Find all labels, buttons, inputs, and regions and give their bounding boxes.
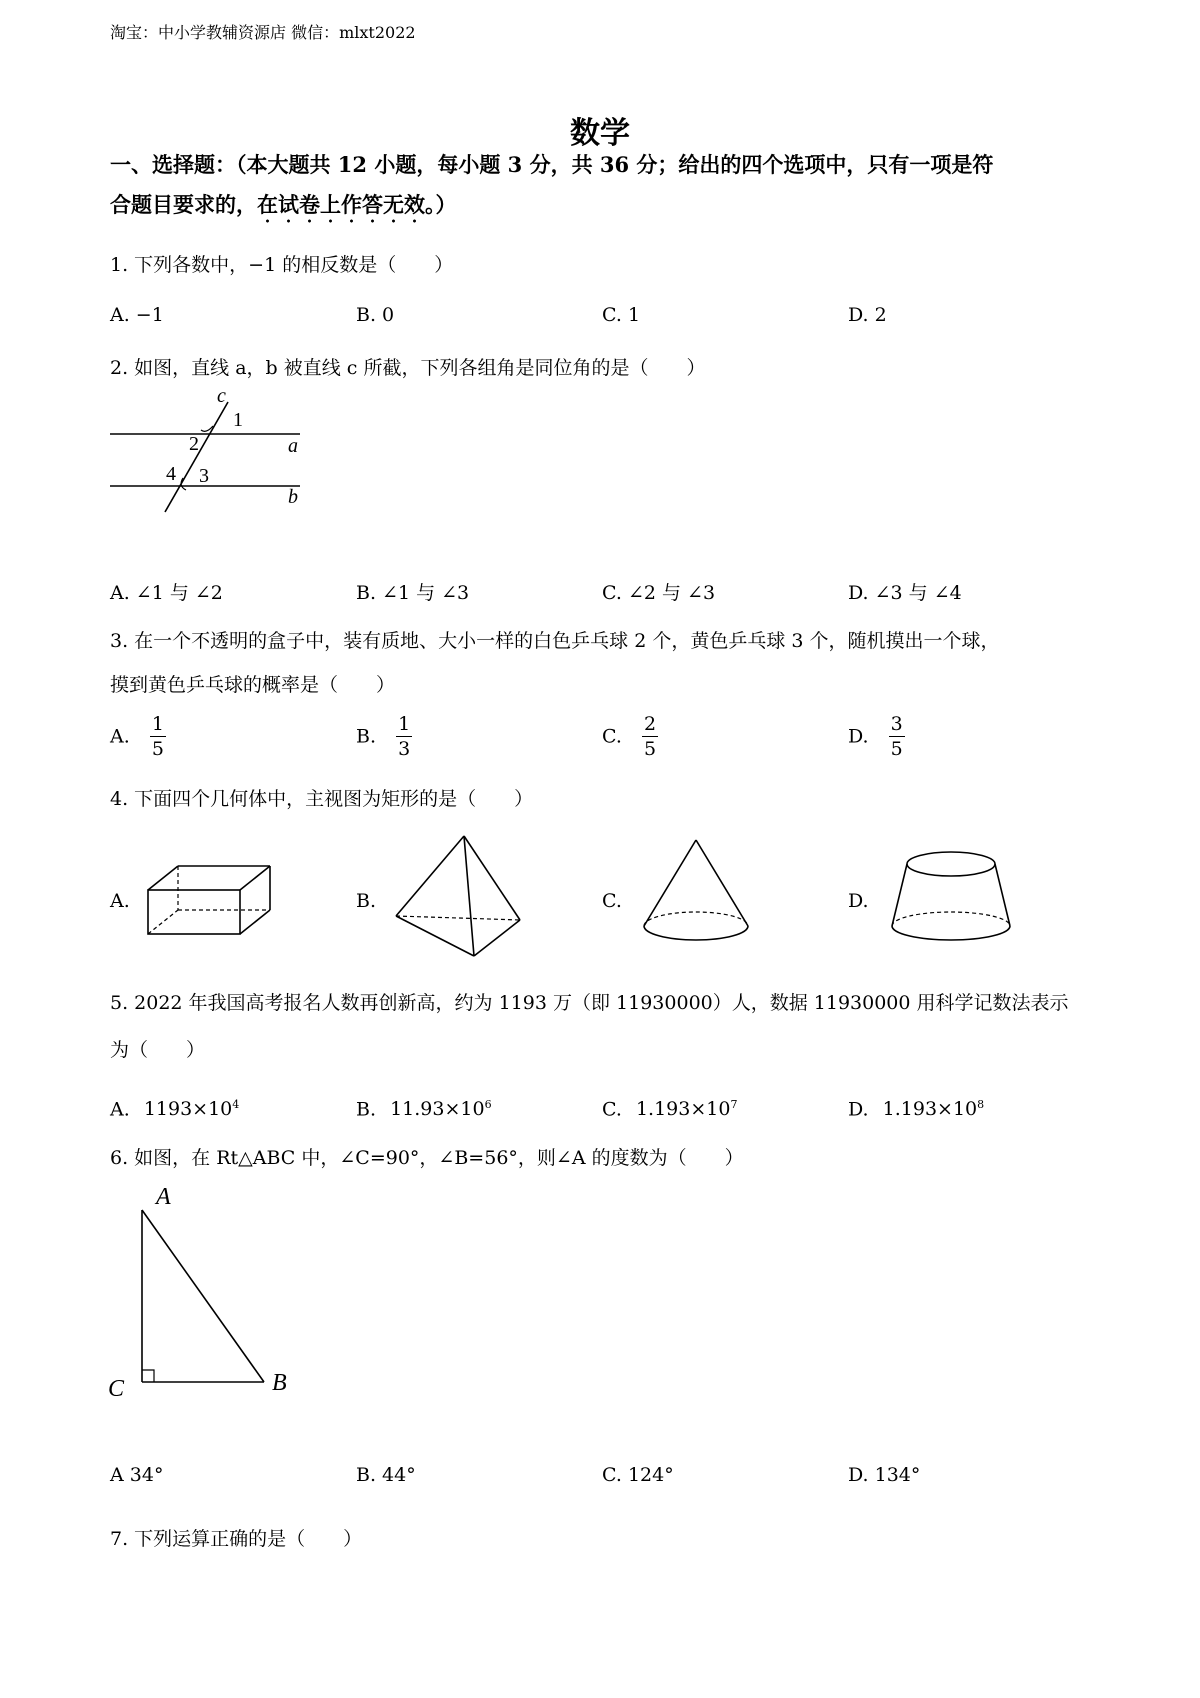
section-heading-post: 。） [425, 192, 457, 217]
q3-option-c-fraction [642, 712, 658, 761]
page-header: 淘宝：中小学教辅资源店 微信：mlxt2022 [110, 23, 416, 42]
vertex-b-label: B [272, 1370, 287, 1396]
vertex-c-label: C [108, 1376, 125, 1400]
section-heading-line2 [110, 190, 457, 220]
label-angle-2: 2 [189, 433, 199, 455]
q4-option-c-label: C. [602, 890, 622, 912]
page-title: 数学 [570, 116, 630, 151]
q5-option-b-exponent: 6 [484, 1098, 492, 1111]
q6-right-triangle-figure [100, 1180, 300, 1400]
q5-option-d [848, 1092, 984, 1122]
q6-option-c: C. 124° [602, 1464, 674, 1486]
q3-stem-line2: 摸到黄色乒乓球的概率是（ ） [110, 674, 396, 696]
q5-stem-line1: 5. 2022 年我国高考报名人数再创新高，约为 1193 万（即 11930000）人，数据 11930000 用科学记数法表示 [110, 992, 1069, 1014]
q3-option-d-fraction [889, 712, 905, 761]
q1-option-b: B. 0 [356, 304, 395, 326]
section-heading-emphasis: 在试卷上作答无效 [257, 192, 425, 217]
q3-a-denominator: 5 [151, 738, 164, 760]
q5-option-a-base: 1193×10 [143, 1098, 233, 1121]
q3-b-denominator: 3 [398, 738, 411, 760]
label-c: c [217, 390, 226, 407]
q6-option-d: D. 134° [848, 1464, 921, 1486]
q5-option-c-label: C. [602, 1098, 622, 1121]
q3-option-a [110, 712, 166, 761]
q3-option-a-label: A. [110, 725, 130, 748]
section-heading-pre: 合题目要求的， [110, 192, 257, 217]
q3-option-c [602, 712, 658, 761]
q5-option-d-label: D. [848, 1098, 869, 1121]
q5-option-a-label: A. [110, 1098, 130, 1121]
q4-option-b-label: B. [356, 890, 377, 912]
q5-option-c [602, 1092, 737, 1122]
q3-option-b-label: B. [356, 725, 377, 748]
q3-d-numerator: 3 [890, 713, 903, 735]
label-a: a [288, 435, 298, 457]
label-angle-3: 3 [199, 465, 209, 487]
q4-cuboid-figure [140, 860, 280, 940]
q6-stem: 6. 如图，在 Rt△ABC 中，∠C=90°，∠B=56°，则∠A 的度数为（ ） [110, 1147, 744, 1169]
q4-stem: 4. 下面四个几何体中，主视图为矩形的是（ ） [110, 788, 534, 810]
q5-option-a-exponent: 4 [232, 1098, 240, 1111]
q5-option-b-label: B. [356, 1098, 377, 1121]
q7-stem: 7. 下列运算正确的是（ ） [110, 1528, 363, 1550]
q3-option-b [356, 712, 412, 761]
q3-d-denominator: 5 [890, 738, 903, 760]
q6-option-b: B. 44° [356, 1464, 416, 1486]
q5-stem-line2: 为（ ） [110, 1039, 206, 1061]
q4-option-a-label: A. [110, 890, 130, 912]
q6-option-a: A 34° [110, 1464, 164, 1486]
q5-option-c-base: 1.193×10 [635, 1098, 731, 1121]
q1-option-d: D. 2 [848, 304, 887, 326]
q3-option-c-label: C. [602, 725, 622, 748]
q3-option-a-fraction [150, 712, 166, 761]
q5-option-d-base: 1.193×10 [882, 1098, 978, 1121]
q5-option-c-exponent: 7 [730, 1098, 738, 1111]
label-angle-1: 1 [233, 409, 243, 431]
line-c [165, 402, 228, 512]
q3-b-numerator: 1 [398, 713, 411, 735]
q5-option-b-base: 11.93×10 [390, 1098, 485, 1121]
q3-a-numerator: 1 [151, 713, 164, 735]
q5-option-a [110, 1092, 239, 1122]
q1-option-c: C. 1 [602, 304, 641, 326]
q3-c-denominator: 5 [643, 738, 657, 760]
label-angle-4: 4 [166, 463, 176, 485]
q2-option-d: D. ∠3 与 ∠4 [848, 582, 962, 604]
q3-c-numerator: 2 [643, 713, 657, 735]
q2-option-a: A. ∠1 与 ∠2 [110, 582, 223, 604]
q3-option-d-label: D. [848, 725, 869, 748]
q2-option-c: C. ∠2 与 ∠3 [602, 582, 716, 604]
q5-option-b [356, 1092, 492, 1122]
section-heading-line1: 一、选择题：（本大题共 12 小题，每小题 3 分，共 36 分；给出的四个选项中，只有一项是符 [110, 152, 994, 177]
q2-option-b: B. ∠1 与 ∠3 [356, 582, 470, 604]
q4-frustum-figure [884, 846, 1018, 946]
q4-option-d-label: D. [848, 890, 869, 912]
q3-option-b-fraction [396, 712, 412, 761]
q3-stem-line1: 3. 在一个不透明的盒子中，装有质地、大小一样的白色乒乓球 2 个，黄色乒乓球 3 个，随机摸出一个球， [110, 630, 1000, 652]
q4-pyramid-figure [390, 832, 530, 962]
q2-stem: 2. 如图，直线 a，b 被直线 c 所截，下列各组角是同位角的是（ ） [110, 357, 706, 379]
q1-stem: 1. 下列各数中，−1 的相反数是（ ） [110, 254, 454, 276]
q3-option-d [848, 712, 905, 761]
q2-parallel-lines-figure [100, 390, 320, 520]
vertex-a-label: A [156, 1184, 171, 1210]
q5-option-d-exponent: 8 [977, 1098, 985, 1111]
q4-cone-figure [638, 836, 758, 948]
q1-option-a: A. −1 [110, 304, 164, 326]
label-b: b [288, 486, 298, 508]
